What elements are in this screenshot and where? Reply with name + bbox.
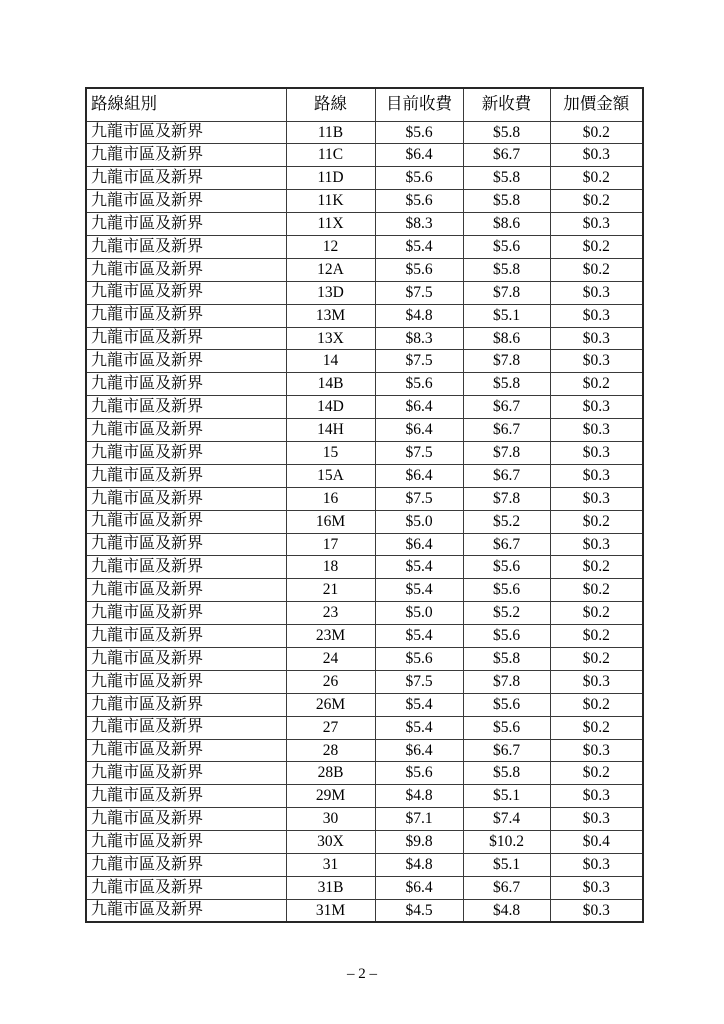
route-group-cell: 九龍市區及新界 xyxy=(86,533,286,556)
route-group-cell: 九龍市區及新界 xyxy=(86,602,286,625)
route-group-cell: 九龍市區及新界 xyxy=(86,693,286,716)
new-fare-cell: $6.7 xyxy=(463,396,550,419)
route-cell: 12 xyxy=(286,235,375,258)
increase-amount-cell: $0.3 xyxy=(550,854,643,877)
new-fare-cell: $5.6 xyxy=(463,556,550,579)
route-cell: 13M xyxy=(286,304,375,327)
increase-amount-cell: $0.3 xyxy=(550,281,643,304)
route-cell: 13X xyxy=(286,327,375,350)
new-fare-cell: $7.4 xyxy=(463,808,550,831)
current-fare-cell: $5.4 xyxy=(375,235,463,258)
route-cell: 26M xyxy=(286,693,375,716)
new-fare-cell: $5.8 xyxy=(463,258,550,281)
table-row xyxy=(86,235,643,258)
current-fare-cell: $7.5 xyxy=(375,487,463,510)
current-fare-cell: $5.6 xyxy=(375,167,463,190)
increase-amount-cell: $0.2 xyxy=(550,647,643,670)
new-fare-cell: $5.6 xyxy=(463,579,550,602)
table-row xyxy=(86,281,643,304)
table-row xyxy=(86,670,643,693)
fare-table-head xyxy=(86,88,643,121)
column-header-route: 路線 xyxy=(286,88,375,121)
column-header-current-fare: 目前收費 xyxy=(375,88,463,121)
table-row xyxy=(86,739,643,762)
increase-amount-cell: $0.3 xyxy=(550,533,643,556)
new-fare-cell: $5.2 xyxy=(463,510,550,533)
increase-amount-cell: $0.2 xyxy=(550,258,643,281)
route-group-cell: 九龍市區及新界 xyxy=(86,876,286,899)
route-cell: 11C xyxy=(286,144,375,167)
route-group-cell: 九龍市區及新界 xyxy=(86,373,286,396)
table-row xyxy=(86,785,643,808)
route-cell: 27 xyxy=(286,716,375,739)
route-group-cell: 九龍市區及新界 xyxy=(86,441,286,464)
increase-amount-cell: $0.2 xyxy=(550,235,643,258)
route-group-cell: 九龍市區及新界 xyxy=(86,739,286,762)
route-group-cell: 九龍市區及新界 xyxy=(86,808,286,831)
current-fare-cell: $4.8 xyxy=(375,854,463,877)
route-group-cell: 九龍市區及新界 xyxy=(86,556,286,579)
increase-amount-cell: $0.3 xyxy=(550,213,643,236)
current-fare-cell: $5.0 xyxy=(375,510,463,533)
route-cell: 14D xyxy=(286,396,375,419)
increase-amount-cell: $0.3 xyxy=(550,396,643,419)
new-fare-cell: $5.8 xyxy=(463,647,550,670)
route-cell: 28B xyxy=(286,762,375,785)
route-cell: 11K xyxy=(286,190,375,213)
route-cell: 29M xyxy=(286,785,375,808)
table-row xyxy=(86,625,643,648)
new-fare-cell: $8.6 xyxy=(463,327,550,350)
route-cell: 14B xyxy=(286,373,375,396)
current-fare-cell: $9.8 xyxy=(375,831,463,854)
route-group-cell: 九龍市區及新界 xyxy=(86,396,286,419)
new-fare-cell: $5.1 xyxy=(463,785,550,808)
current-fare-cell: $4.8 xyxy=(375,304,463,327)
increase-amount-cell: $0.2 xyxy=(550,579,643,602)
increase-amount-cell: $0.3 xyxy=(550,808,643,831)
route-cell: 12A xyxy=(286,258,375,281)
new-fare-cell: $5.8 xyxy=(463,121,550,144)
route-group-cell: 九龍市區及新界 xyxy=(86,716,286,739)
table-header-row xyxy=(86,88,643,121)
table-row xyxy=(86,350,643,373)
new-fare-cell: $5.1 xyxy=(463,854,550,877)
table-row xyxy=(86,854,643,877)
current-fare-cell: $5.4 xyxy=(375,625,463,648)
table-row xyxy=(86,121,643,144)
current-fare-cell: $6.4 xyxy=(375,739,463,762)
route-group-cell: 九龍市區及新界 xyxy=(86,670,286,693)
route-group-cell: 九龍市區及新界 xyxy=(86,190,286,213)
route-group-cell: 九龍市區及新界 xyxy=(86,167,286,190)
new-fare-cell: $8.6 xyxy=(463,213,550,236)
table-row xyxy=(86,190,643,213)
current-fare-cell: $6.4 xyxy=(375,144,463,167)
new-fare-cell: $7.8 xyxy=(463,487,550,510)
increase-amount-cell: $0.3 xyxy=(550,899,643,922)
new-fare-cell: $4.8 xyxy=(463,899,550,922)
increase-amount-cell: $0.3 xyxy=(550,785,643,808)
current-fare-cell: $7.1 xyxy=(375,808,463,831)
increase-amount-cell: $0.2 xyxy=(550,762,643,785)
increase-amount-cell: $0.2 xyxy=(550,625,643,648)
current-fare-cell: $5.6 xyxy=(375,762,463,785)
route-cell: 16 xyxy=(286,487,375,510)
new-fare-cell: $6.7 xyxy=(463,144,550,167)
route-group-cell: 九龍市區及新界 xyxy=(86,213,286,236)
table-row xyxy=(86,419,643,442)
route-group-cell: 九龍市區及新界 xyxy=(86,327,286,350)
table-row xyxy=(86,327,643,350)
new-fare-cell: $10.2 xyxy=(463,831,550,854)
route-cell: 16M xyxy=(286,510,375,533)
new-fare-cell: $5.6 xyxy=(463,625,550,648)
current-fare-cell: $5.4 xyxy=(375,693,463,716)
current-fare-cell: $4.8 xyxy=(375,785,463,808)
new-fare-cell: $5.6 xyxy=(463,235,550,258)
increase-amount-cell: $0.3 xyxy=(550,419,643,442)
table-row xyxy=(86,693,643,716)
new-fare-cell: $5.8 xyxy=(463,762,550,785)
route-group-cell: 九龍市區及新界 xyxy=(86,419,286,442)
new-fare-cell: $5.1 xyxy=(463,304,550,327)
new-fare-cell: $6.7 xyxy=(463,876,550,899)
table-row xyxy=(86,647,643,670)
new-fare-cell: $5.8 xyxy=(463,373,550,396)
table-row xyxy=(86,808,643,831)
route-group-cell: 九龍市區及新界 xyxy=(86,899,286,922)
increase-amount-cell: $0.4 xyxy=(550,831,643,854)
route-group-cell: 九龍市區及新界 xyxy=(86,785,286,808)
current-fare-cell: $5.4 xyxy=(375,556,463,579)
route-cell: 21 xyxy=(286,579,375,602)
route-group-cell: 九龍市區及新界 xyxy=(86,304,286,327)
increase-amount-cell: $0.3 xyxy=(550,350,643,373)
route-cell: 13D xyxy=(286,281,375,304)
fare-table xyxy=(85,87,644,923)
increase-amount-cell: $0.2 xyxy=(550,167,643,190)
current-fare-cell: $6.4 xyxy=(375,396,463,419)
page-number: – 2 – xyxy=(347,966,377,982)
route-cell: 30 xyxy=(286,808,375,831)
route-cell: 31B xyxy=(286,876,375,899)
increase-amount-cell: $0.3 xyxy=(550,876,643,899)
route-cell: 30X xyxy=(286,831,375,854)
route-cell: 14 xyxy=(286,350,375,373)
table-row xyxy=(86,396,643,419)
current-fare-cell: $7.5 xyxy=(375,441,463,464)
current-fare-cell: $5.6 xyxy=(375,647,463,670)
table-row xyxy=(86,144,643,167)
new-fare-cell: $7.8 xyxy=(463,350,550,373)
current-fare-cell: $5.4 xyxy=(375,716,463,739)
route-group-cell: 九龍市區及新界 xyxy=(86,625,286,648)
table-row xyxy=(86,464,643,487)
route-cell: 11X xyxy=(286,213,375,236)
route-cell: 24 xyxy=(286,647,375,670)
new-fare-cell: $5.6 xyxy=(463,716,550,739)
current-fare-cell: $7.5 xyxy=(375,670,463,693)
table-row xyxy=(86,510,643,533)
current-fare-cell: $4.5 xyxy=(375,899,463,922)
route-cell: 18 xyxy=(286,556,375,579)
route-group-cell: 九龍市區及新界 xyxy=(86,235,286,258)
route-group-cell: 九龍市區及新界 xyxy=(86,258,286,281)
route-cell: 11B xyxy=(286,121,375,144)
route-group-cell: 九龍市區及新界 xyxy=(86,579,286,602)
table-row xyxy=(86,762,643,785)
current-fare-cell: $5.6 xyxy=(375,258,463,281)
table-row xyxy=(86,167,643,190)
current-fare-cell: $6.4 xyxy=(375,464,463,487)
route-group-cell: 九龍市區及新界 xyxy=(86,647,286,670)
table-row xyxy=(86,602,643,625)
increase-amount-cell: $0.2 xyxy=(550,693,643,716)
table-row xyxy=(86,258,643,281)
route-cell: 23 xyxy=(286,602,375,625)
route-cell: 31M xyxy=(286,899,375,922)
current-fare-cell: $6.4 xyxy=(375,876,463,899)
table-row xyxy=(86,304,643,327)
increase-amount-cell: $0.3 xyxy=(550,304,643,327)
route-group-cell: 九龍市區及新界 xyxy=(86,510,286,533)
current-fare-cell: $6.4 xyxy=(375,533,463,556)
route-cell: 11D xyxy=(286,167,375,190)
route-cell: 15A xyxy=(286,464,375,487)
new-fare-cell: $6.7 xyxy=(463,419,550,442)
route-group-cell: 九龍市區及新界 xyxy=(86,464,286,487)
current-fare-cell: $5.4 xyxy=(375,579,463,602)
route-group-cell: 九龍市區及新界 xyxy=(86,487,286,510)
table-row xyxy=(86,831,643,854)
new-fare-cell: $7.8 xyxy=(463,441,550,464)
increase-amount-cell: $0.3 xyxy=(550,441,643,464)
current-fare-cell: $5.6 xyxy=(375,190,463,213)
route-group-cell: 九龍市區及新界 xyxy=(86,762,286,785)
increase-amount-cell: $0.2 xyxy=(550,716,643,739)
increase-amount-cell: $0.2 xyxy=(550,190,643,213)
route-cell: 26 xyxy=(286,670,375,693)
increase-amount-cell: $0.2 xyxy=(550,556,643,579)
fare-table-body xyxy=(86,121,643,922)
route-cell: 31 xyxy=(286,854,375,877)
table-row xyxy=(86,373,643,396)
route-cell: 23M xyxy=(286,625,375,648)
table-row xyxy=(86,213,643,236)
table-row xyxy=(86,899,643,922)
route-group-cell: 九龍市區及新界 xyxy=(86,854,286,877)
route-cell: 17 xyxy=(286,533,375,556)
increase-amount-cell: $0.3 xyxy=(550,464,643,487)
current-fare-cell: $8.3 xyxy=(375,327,463,350)
increase-amount-cell: $0.2 xyxy=(550,121,643,144)
table-row xyxy=(86,533,643,556)
increase-amount-cell: $0.3 xyxy=(550,487,643,510)
table-row xyxy=(86,487,643,510)
new-fare-cell: $5.2 xyxy=(463,602,550,625)
table-row xyxy=(86,716,643,739)
route-cell: 14H xyxy=(286,419,375,442)
increase-amount-cell: $0.3 xyxy=(550,327,643,350)
new-fare-cell: $6.7 xyxy=(463,464,550,487)
route-group-cell: 九龍市區及新界 xyxy=(86,281,286,304)
table-row xyxy=(86,441,643,464)
route-cell: 28 xyxy=(286,739,375,762)
current-fare-cell: $5.6 xyxy=(375,373,463,396)
new-fare-cell: $7.8 xyxy=(463,281,550,304)
table-row xyxy=(86,579,643,602)
current-fare-cell: $5.6 xyxy=(375,121,463,144)
route-group-cell: 九龍市區及新界 xyxy=(86,831,286,854)
increase-amount-cell: $0.3 xyxy=(550,670,643,693)
current-fare-cell: $8.3 xyxy=(375,213,463,236)
current-fare-cell: $7.5 xyxy=(375,281,463,304)
table-row xyxy=(86,876,643,899)
increase-amount-cell: $0.3 xyxy=(550,144,643,167)
current-fare-cell: $6.4 xyxy=(375,419,463,442)
current-fare-cell: $5.0 xyxy=(375,602,463,625)
increase-amount-cell: $0.3 xyxy=(550,739,643,762)
column-header-increase-amount: 加價金額 xyxy=(550,88,643,121)
route-group-cell: 九龍市區及新界 xyxy=(86,350,286,373)
new-fare-cell: $7.8 xyxy=(463,670,550,693)
new-fare-cell: $5.8 xyxy=(463,190,550,213)
route-group-cell: 九龍市區及新界 xyxy=(86,144,286,167)
new-fare-cell: $6.7 xyxy=(463,533,550,556)
new-fare-cell: $6.7 xyxy=(463,739,550,762)
current-fare-cell: $7.5 xyxy=(375,350,463,373)
column-header-route-group: 路線組別 xyxy=(86,88,286,121)
increase-amount-cell: $0.2 xyxy=(550,510,643,533)
new-fare-cell: $5.6 xyxy=(463,693,550,716)
increase-amount-cell: $0.2 xyxy=(550,602,643,625)
route-cell: 15 xyxy=(286,441,375,464)
increase-amount-cell: $0.2 xyxy=(550,373,643,396)
column-header-new-fare: 新收費 xyxy=(463,88,550,121)
table-row xyxy=(86,556,643,579)
route-group-cell: 九龍市區及新界 xyxy=(86,121,286,144)
new-fare-cell: $5.8 xyxy=(463,167,550,190)
